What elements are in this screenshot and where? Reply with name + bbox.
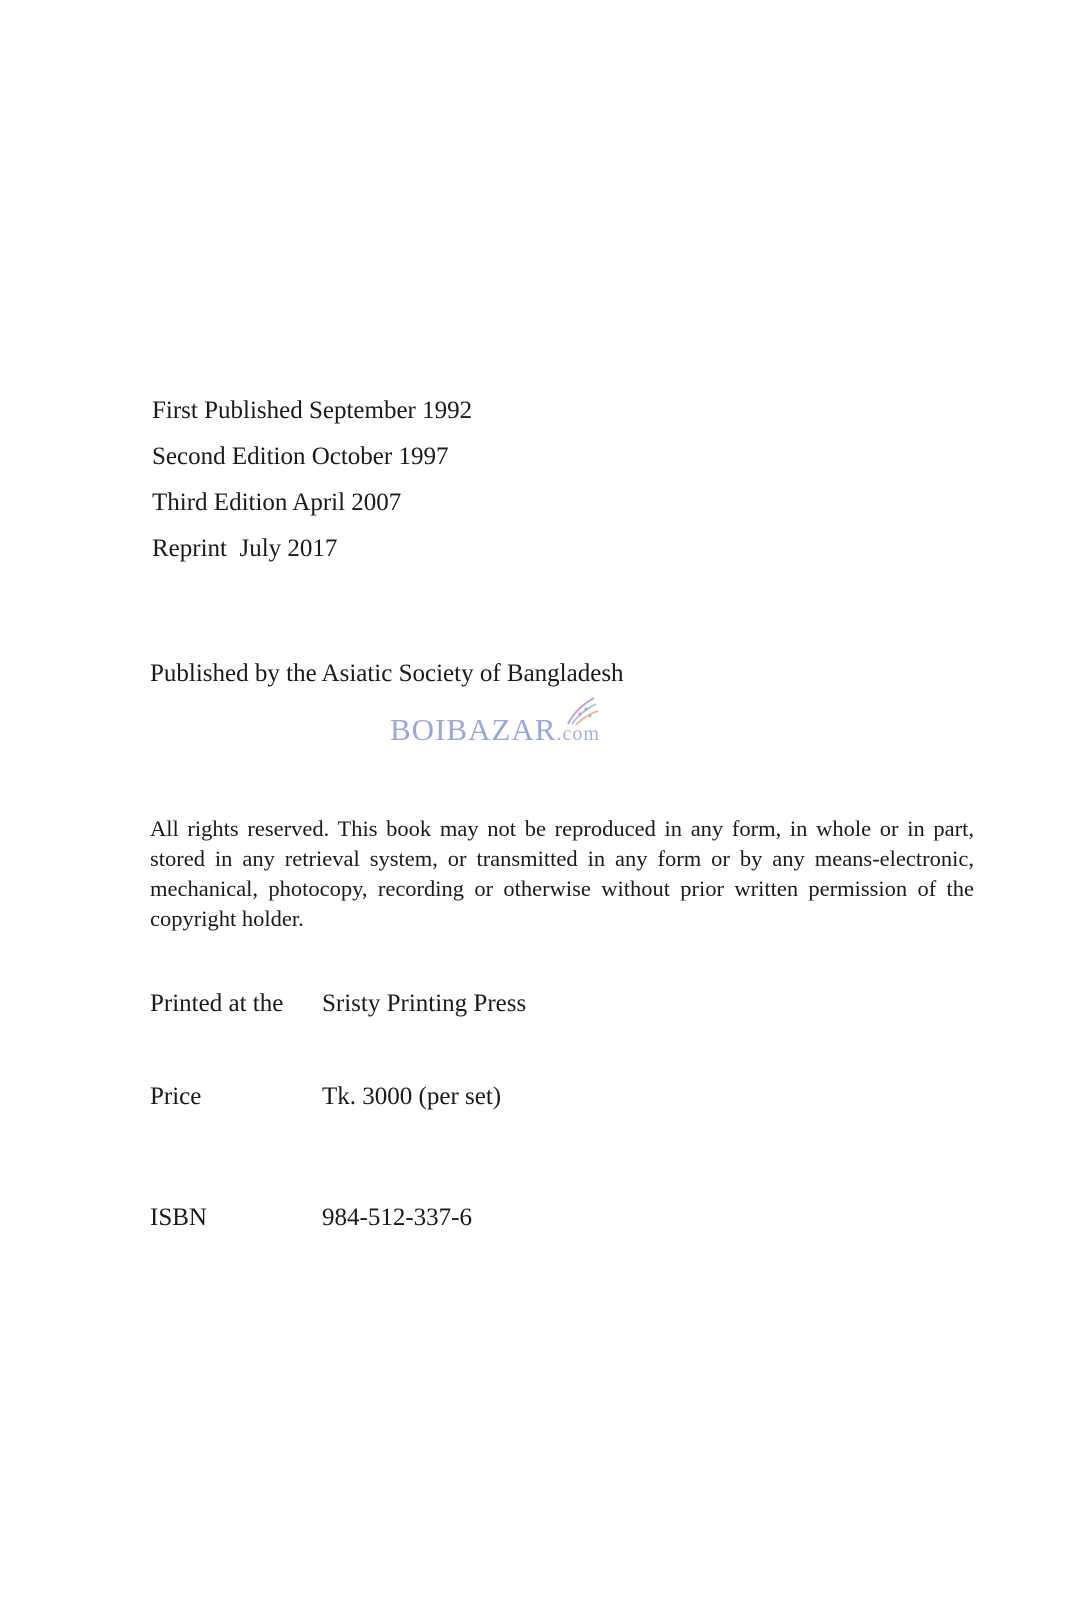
printer-label: Printed at the bbox=[150, 990, 284, 1017]
edition-reprint: Reprint July 2017 bbox=[152, 535, 338, 562]
price-row bbox=[150, 1083, 501, 1111]
watermark-suffix: .com bbox=[556, 723, 600, 745]
isbn-label: ISBN bbox=[150, 1204, 207, 1231]
price-label: Price bbox=[150, 1083, 202, 1110]
printer-value: Sristy Printing Press bbox=[322, 990, 527, 1017]
price-value: Tk. 3000 (per set) bbox=[322, 1083, 502, 1110]
printer-row bbox=[150, 990, 526, 1018]
isbn-row bbox=[150, 1204, 472, 1232]
edition-second: Second Edition October 1997 bbox=[152, 443, 449, 470]
rights-statement: All rights reserved. This book may not be reproduced in any form, in whole or in part, stored in any retrieval system, or transmitted in any form or by any means-electronic, mechanical, photocopy, recording or otherwise without prior written permission of the copyright holder. bbox=[150, 816, 974, 931]
edition-first: First Published September 1992 bbox=[152, 397, 473, 424]
edition-history bbox=[152, 388, 472, 572]
edition-third: Third Edition April 2007 bbox=[152, 489, 402, 516]
isbn-value: 984-512-337-6 bbox=[322, 1204, 472, 1231]
watermark-brand: BOIBAZAR bbox=[390, 712, 557, 747]
boibazar-watermark bbox=[390, 712, 600, 748]
watermark-book-icon bbox=[566, 694, 600, 730]
publisher-line: Published by the Asiatic Society of Bangladesh bbox=[150, 660, 624, 687]
